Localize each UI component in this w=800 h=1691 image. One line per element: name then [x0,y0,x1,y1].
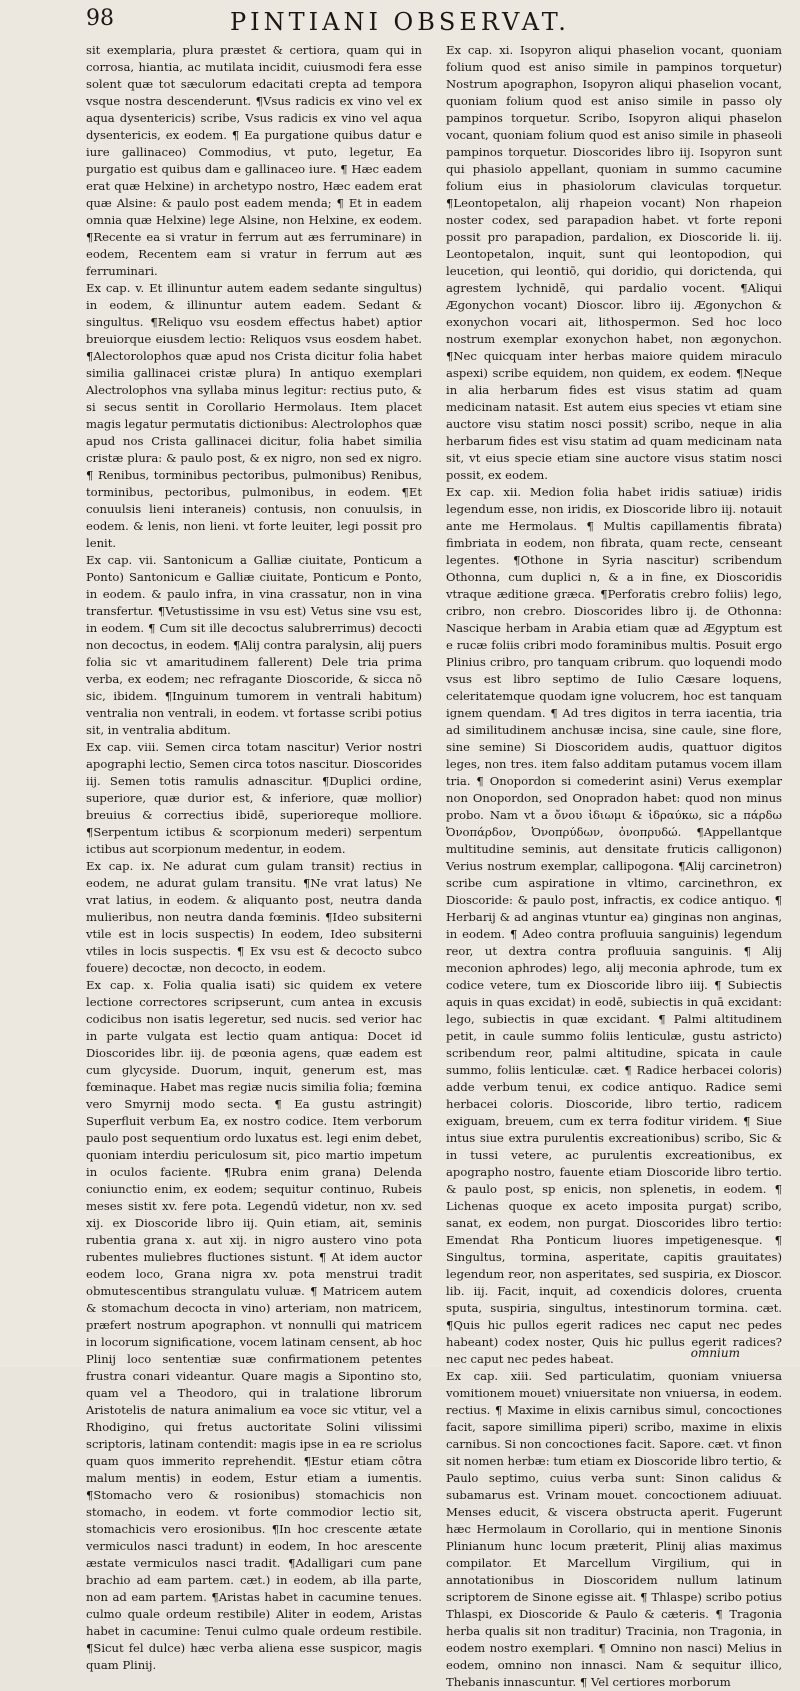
paragraph: Ex cap. xi. Isopyron aliqui phaselion vocant, quoniam folium quod est aniso simile in pampinos torquetur) Nostrum apographon, Isopyron aliqui phaselion vocant, quoniam folium quod est aniso simile in passo oly pampinos torquetur. Scribo, Isopyron aliqui phaselon vocant, quoniam folium quod est aniso simile in phaseoli pampinos torquetur. Dioscorides libro iij. Isopyron sunt qui phasiolo appellant, quoniam in summo cacumine folium eius in phasiolorum claviculas torquetur. ¶Leontopetalon, alij rhapeion vocant) Non rhapeion noster codex, sed parapadion habet. vt forte reponi possit pro parapadion, pardalion, ex Dioscoride li. iij. Leontopetalon, inquit, sunt qui leontopodion, qui leucetion, qui leontiō, qui doridio, qui dorictenda, qui agrestem lychnidē, qui pardalio vocent. ¶Aliqui Ægonychon vocant) Dioscor. libro iij. Ægonychon & exonychon vocari ait, lithospermon. Sed hoc loco nostrum exemplar exonychon habet, non ægonychon. ¶Nec quicquam inter herbas maiore quidem miraculo aspexi) scribe equidem, non quidem, ex eodem. ¶Neque in alia herbarum fides est visus statim ad quam medicinam natasit. Est autem eius species vt etiam sine auctore visu statim nosci possit) scribo, neque in alia herbarum fides est visu statim ad quam medicinam nata sit, vt eius specie etiam sine auctore visus statim nosci possit, ex eodem. [446,43,782,482]
left-column [86,42,422,1672]
catchword: omnium [690,1346,740,1360]
paragraph: Ex cap. ix. Ne adurat cum gulam transit) rectius in eodem, ne adurat gulam transitu. ¶Ne vrat latus) Ne vrat latius, in eodem. & aliquanto post, neutra danda mulieribus, non neutra danda fœminis. ¶Ideo subsiterni vtile est in locis suspectis) In eodem, Ideo subsiterni vtiles in locis suspectis. ¶ Ex vsu est & decocto subco fouere) decoctæ, non decocto, in eodem. [86,859,422,975]
paragraph: Ex cap. vii. Santonicum a Galliæ ciuitate, Ponticum a Ponto) Santonicum e Galliæ ciuitate, Ponticum e Ponto, in eodem. & paulo infra, in vina crassatur, non in vina transfertur. ¶Vetustissime in vsu est) Vetus sine vsu est, in eodem. ¶ Cum sit ille decoctus salubrerrimus) decocti non decoctus, in eodem. ¶Alij contra paralysin, alij puers folia sic vt amaritudinem fallerent) Dele tria prima verba, ex eodem; nec refragante Dioscoride, & sicca nō sic, ibidem. ¶Inguinum tumorem in ventrali habitum) ventralia non ventrali, in eodem. vt fortasse scribi potius sit, in ventralia abditum. [86,553,422,737]
page-number: 98 [86,6,114,31]
paragraph: Ex cap. x. Folia qualia isati) sic quidem ex vetere lectione correctores scripserunt, cum antea in excusis codicibus non isatis legeretur, sed nucis. sed verior hac in parte vulgata est lectio quam antiqua: Docet id Dioscorides libr. iij. de pœonia agens, quæ eadem est cum glycyside. Duorum, inquit, generum est, mas fœminaque. Habet mas regiæ nucis similia folia; fœmina vero Smyrnij modo secta. ¶ Ea gustu astringit) Superfluit verbum Ea, ex nostro codice. Item verborum paulo post sequentium ordo luxatus est. legi enim debet, quoniam interdiu periculosum sit, pico martio impetum in oculos faciente. ¶Rubra enim grana) Delenda coniunctio enim, ex eodem; sequitur continuo, Rubeis meses sistit xv. fere pota. Legendū videtur, non xv. sed xij. ex Dioscoride libro iij. Quin etiam, ait, seminis rubentia grana x. aut xij. in nigro austero vino pota rubentes muliebres fluctiones sistunt. ¶ At idem auctor eodem loco, Grana nigra xv. pota menstrui tradit obmutescentibus strangulatu vuluæ. ¶ Matricem autem & stomachum decocta in vino) arteriam, non matricem, præfert nostrum apographon. vt nonnulli qui matricem in locorum significatione, vocem latinam censent, ab hoc Plinij loco sententiæ suæ confirmationem petentes frustra conari videantur. Quare magis a Sipontino sto, quam vel a Theodoro, qui in tralatione librorum Aristotelis de natura animalium ea voce sic vtitur, vel a Rhodigino, qui fretus auctoritate Solini vilissimi scriptoris, latinam contendit: magis ipse in ea re scriolus quam quos immerito reprehendit. ¶Estur etiam cōtra malum mentis) in eodem, Estur etiam a iumentis. ¶Stomacho vero & rosionibus) stomachicis non stomacho, in eodem. vt forte commodior lectio sit, stomachicis vero erosionibus. ¶In hoc crescente ætate vermiculos nasci tradunt) in eodem, In hoc arescente æstate vermiculos nasci tradit. ¶Adalligari cum pane brachio ad eam partem. cæt.) in eodem, ab illa parte, non ad eam partem. ¶Aristas habet in cacumine tenues. culmo quale ordeum restibile) Aliter in eodem, Aristas habet in cacumine: Tenui culmo quale ordeum restibile. ¶Sicut fel dulce) hæc verba aliena esse suspicor, magis quam Plinij. [86,978,422,1672]
running-title: PINTIANI OBSERVAT. [230,8,570,36]
paragraph: sit exemplaria, plura præstet & certiora, quam qui in corrosa, hiantia, ac mutilata incidit, cuiusmodi fera esse solent quæ tot sæculorum edacitati crepta ad tempora vsque nostra descenderunt. ¶Vsus radicis ex vino vel ex aqua dysentericis) scribe, Vsus radicis ex vino vel aqua dysentericis, ex eodem. ¶ Ea purgatione quibus datur e iure gallinaceo) Commodius, vt puto, legetur, Ea purgatio est quibus dam e gallinaceo iure. ¶ Hæc eadem erat quæ Helxine) in archetypo nostro, Hæc eadem erat quæ Alsine: & paulo post eadem menda; ¶ Et in eadem omnia quæ Helxine) lege Alsine, non Helxine, ex eodem. ¶Recente ea si vratur in ferrum aut æs ferruminare) in eodem, Recentem eam si vratur in ferrum aut æs ferruminari. [86,43,422,278]
paragraph: Ex cap. v. Et illinuntur autem eadem sedante singultus) in eodem, & illinuntur autem eadem. Sedant & singultus. ¶Reliquo vsu eosdem effectus habet) aptior breuiorque eiusdem lectio: Reliquos vsus eosdem habet. ¶Alectorolophos quæ apud nos Crista dicitur folia habet similia gallinacei cristæ plura) In antiquo exemplari Alectrolophos vna syllaba minus legitur: rectius puto, & si secus sentit in Corollario Hermolaus. Item placet magis legatur permutatis dictionibus: Alectrolophos quæ apud nos Crista gallinacei dicitur, folia habet similia cristæ plura: & paulo post, & ex nigro, non sed ex nigro. ¶ Renibus, torminibus pectoribus, pulmonibus) Renibus, torminibus, pectoribus, pulmonibus, in eodem. ¶Et conuulsis lieni interaneis) contusis, non conuulsis, in eodem. & lenis, non lieni. vt forte leuiter, legi possit pro lenit. [86,281,422,550]
paragraph: Ex cap. xii. Medion folia habet iridis satiuæ) iridis legendum esse, non iridis, ex Dioscoride libro iij. notauit ante me Hermolaus. ¶ Multis capillamentis fibrata) fimbriata in eodem, non fibrata, quam recte, censeant legentes. ¶Othone in Syria nascitur) scribendum Othonna, cum duplici n, & a in fine, ex Dioscoridis vtraque æditione græca. ¶Perforatis crebro foliis) lego, cribro, non crebro. Dioscorides libro ij. de Othonna: Nascique herbam in Arabia etiam quæ ad Ægyptum est e rucæ foliis cribri modo foraminibus multis. Posuit ergo Plinius cribro, pro tanquam cribrum. quo loquendi modo vsus est libro septimo de Iulio Cæsare loquens, celeritatemque quodam igne volucrem, hoc est tanquam ignem quendam. ¶ Ad tres digitos in terra iacentia, tria ad similitudinem anchusæ incisa, sine caule, sine flore, sine semine) Si Dioscoridem audis, quattuor digitos leges, non tres. item falso additam putamus vocem illam tria. ¶ Onopordon si comederint asini) Verus exemplar non Onopordon, sed Onopradon habet: quod non minus probo. Nam vt a ὄνου ἰδιωμι & ἰδραύκω, sic a πάρδω Ὀνοπάρδον, Ὀνοπρύδων, ὀνοπρυδώ. ¶Appellantque multitudine seminis, aut densitate fruticis calligonon) Verius nostrum exemplar, callipogona. ¶Alij carcinetron) scribe cum aspiratione in vltimo, carcinethron, ex Dioscoride: & paulo post, infractis, ex codice antiquo. ¶ Herbarij & ad anginas vtuntur ea) ginginas non anginas, in eodem. ¶ Adeo contra profluuia sanguinis) legendum reor, ut dextra contra profluuia sanguinis. ¶ Alij meconion aphrodes) lego, alij meconia aphrode, tum ex codice vetere, tum ex Dioscoride libro iiij. ¶ Subiectis aquis in quas excidat) in eodē, subiectis in quā excidant: lego, subiectis in quæ excidant. ¶ Palmi altitudinem petit, in caule summo foliis lenticulæ, gustu astricto) scribendum reor, palmi altitudine, spicata in caule summo, foliis lenticulæ. cæt. ¶ Radice herbacei coloris) adde verbum tenui, ex codice antiquo. Radice semi herbacei coloris. Dioscoride, libro tertio, radicem exiguam, breuem, cum ex terra foditur viridem. ¶ Siue intus siue extra purulentis excreationibus) scribo, Sic & in tussi vetere, ac purulentis excreationibus, ex apographo nostro, fauente etiam Dioscoride libro tertio. & paulo post, sp enicis, non splenetis, in eodem. ¶ Lichenas quoque ex aceto imposita purgat) scribo, sanat, ex eodem, non purgat. Dioscorides libro tertio: Emendat Rha Ponticum liuores impetigenesque. ¶ Singultus, tormina, asperitate, capitis grauitates) legendum reor, non asperitates, sed suspiria, ex Dioscor. lib. iij. Facit, inquit, ad coxendicis dolores, cruenta sputa, suspiria, singultus, intestinorum tormina. cæt. ¶Quis hic pullos egerit radices nec caput nec pedes habeant) codex noster, Quis hic pullus egerit radices? nec caput nec pedes habeat. [446,485,782,1366]
paragraph: Ex cap. viii. Semen circa totam nascitur) Verior nostri apographi lectio, Semen circa totos nascitur. Dioscorides iij. Semen totis ramulis adnascitur. ¶Duplici ordine, superiore, quæ durior est, & inferiore, quæ mollior) breuius & correctius ibidē, superioreque molliore. ¶Serpentum ictibus & scorpionum mederi) serpentum ictibus aut scorpionum medentur, in eodem. [86,740,422,856]
paragraph: Ex cap. xiii. Sed particulatim, quoniam vniuersa vomitionem mouet) vniuersitate non vniuersa, in eodem. rectius. ¶ Maxime in elixis carnibus simul, concoctiones facit, sapore simillima piperi) scribo, maxime in elixis carnibus. Si non concoctiones facit. Sapore. cæt. vt finon sit nomen herbæ: tum etiam ex Dioscoride libro tertio, & Paulo septimo, cuius verba sunt: Sinon calidus & subamarus est. Vrinam mouet. concoctionem adiuuat. Menses educit, & viscera obstructa aperit. Fugerunt hæc Hermolaum in Corollario, qui in mentione Sinonis Plinianum hunc locum præterit, Plinij alias maximus compilator. Et Marcellum Virgilium, qui in annotationibus in Dioscoridem nullum latinum scriptorem de Sinone egisse ait. ¶ Thlaspe) scribo potius Thlaspi, ex Dioscoride & Paulo & cæteris. ¶ Tragonia herba qualis sit non traditur) Tracinia, non Tragonia, in eodem nostro exemplari. ¶ Omnino non nasci) Melius in eodem, omnino non innasci. Nam & sequitur illico, Thebanis innascuntur. ¶ Vel certiores morborum [446,1369,782,1689]
